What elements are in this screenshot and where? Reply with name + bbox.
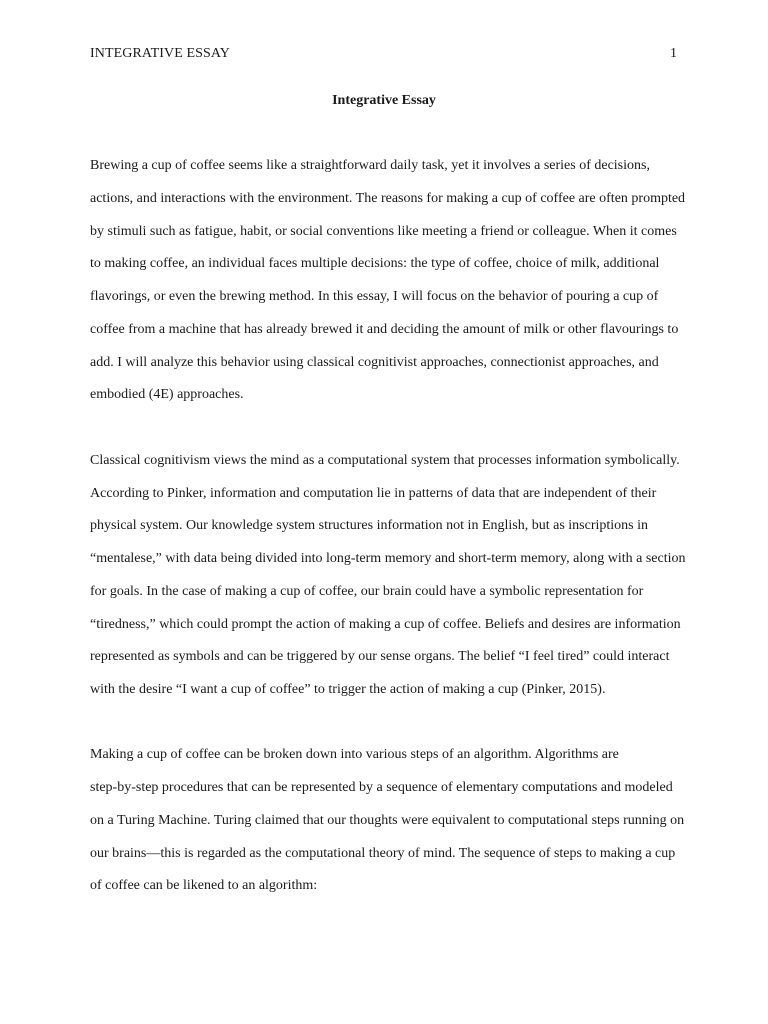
- text-line: on a Turing Machine. Turing claimed that our thoughts were equivalent to computational steps running on: [90, 813, 685, 828]
- text-line: represented as symbols and can be triggered by our sense organs. The belief “I feel tired” could interact: [90, 649, 670, 664]
- text-line: by stimuli such as fatigue, habit, or social conventions like meeting a friend or colleague. When it comes: [90, 224, 677, 239]
- text-line: with the desire “I want a cup of coffee” to trigger the action of making a cup (Pinker, 2015).: [90, 682, 606, 697]
- text-line: flavorings, or even the brewing method. In this essay, I will focus on the behavior of pouring a cup of: [90, 289, 659, 304]
- text-line: Classical cognitivism views the mind as a computational system that processes information symbolically.: [90, 453, 680, 468]
- essay-title: Integrative Essay: [332, 93, 436, 108]
- text-line: of coffee can be likened to an algorithm:: [90, 878, 318, 893]
- text-line: step-by-step procedures that can be represented by a sequence of elementary computations and modeled: [90, 780, 673, 795]
- text-line: “tiredness,” which could prompt the action of making a cup of coffee. Beliefs and desires are information: [90, 617, 681, 632]
- text-line: physical system. Our knowledge system structures information not in English, but as inscriptions in: [90, 518, 648, 533]
- text-line: to making coffee, an individual faces multiple decisions: the type of coffee, choice of milk, additional: [90, 256, 660, 271]
- text-line: for goals. In the case of making a cup of coffee, our brain could have a symbolic representation for: [90, 584, 644, 599]
- text-line: “mentalese,” with data being divided into long-term memory and short-term memory, along with a section: [90, 551, 686, 566]
- text-line: coffee from a machine that has already brewed it and deciding the amount of milk or other flavourings to: [90, 322, 679, 337]
- page-number: 1: [670, 46, 677, 61]
- text-line: Making a cup of coffee can be broken down into various steps of an algorithm. Algorithms are: [90, 747, 619, 762]
- text-line: add. I will analyze this behavior using classical cognitivist approaches, connectionist approaches, and: [90, 355, 659, 370]
- text-line: embodied (4E) approaches.: [90, 387, 244, 402]
- text-line: Brewing a cup of coffee seems like a straightforward daily task, yet it involves a series of decisions,: [90, 158, 650, 173]
- running-head: INTEGRATIVE ESSAY: [90, 46, 231, 61]
- text-line: our brains—this is regarded as the computational theory of mind. The sequence of steps to making a cup: [90, 846, 676, 861]
- text-line: actions, and interactions with the environment. The reasons for making a cup of coffee are often prompted: [90, 191, 686, 206]
- text-line: According to Pinker, information and computation lie in patterns of data that are independent of their: [90, 486, 657, 501]
